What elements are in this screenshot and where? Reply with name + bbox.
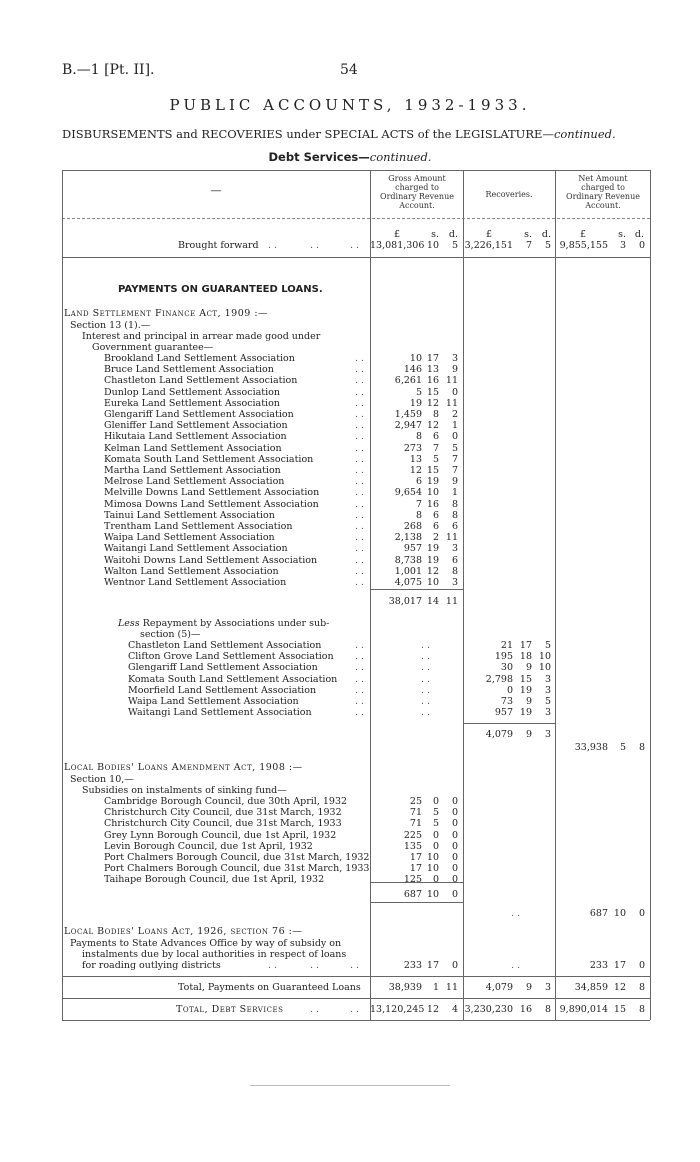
amount-cell: 0 — [506, 684, 513, 696]
leader-dots: . . — [355, 673, 365, 685]
amount-cell: 3 — [451, 577, 458, 588]
local-1908-section: Section 10,— — [70, 774, 134, 785]
land-act-desc1: Interest and principal in arrear made good under — [82, 331, 321, 342]
amount-cell: 10 — [426, 487, 439, 499]
row-label: Komata South Land Settlement Association — [128, 673, 338, 685]
amount-cell: 7 — [415, 498, 422, 510]
row-label: Melville Downs Land Settlement Association — [104, 487, 320, 499]
row-label: Bruce Land Settlement Association — [104, 364, 274, 376]
row-label: Glengariff Land Settlement Association — [104, 409, 294, 420]
page-ref: B.—1 [Pt. II]. — [62, 62, 155, 78]
leader-dots: . . — [355, 364, 365, 376]
desc-col-head: — — [210, 184, 222, 197]
amount-cell: 17 — [519, 640, 532, 651]
leader-dots: . . — [355, 386, 365, 398]
row-label: Taihape Borough Council, due 1st April, 1932 — [104, 874, 325, 886]
amount-cell: 19 — [426, 476, 439, 488]
amount-cell: 6,261 — [394, 375, 422, 387]
row-label: Christchurch City Council, due 31st March, 1933 — [104, 818, 342, 830]
empty-gross-cell: . . — [420, 651, 430, 663]
leader-dots: . . — [355, 420, 365, 432]
amount-cell: 5 — [544, 696, 551, 707]
leader-dots: . . — [355, 684, 365, 696]
gross-col-head: Gross Amount charged to Ordinary Revenue Account. — [380, 174, 454, 210]
amount-cell: 16 — [426, 375, 439, 387]
recoveries-col-head: Recoveries. — [485, 190, 533, 199]
amount-cell: 13 — [409, 453, 422, 465]
amount-cell: 5 — [544, 640, 551, 651]
row-label: Cambridge Borough Council, due 30th April, 1932 — [104, 796, 348, 807]
row-label: Waipa Land Settlement Association — [128, 696, 299, 707]
local-1908-title: Local Bodies' Loans Amendment Act, 1908 :— — [64, 762, 303, 773]
amount-cell: 2 — [451, 409, 458, 420]
amount-cell: 9,654 — [394, 487, 422, 499]
amount-cell: 0 — [432, 840, 439, 852]
amount-cell: 225 — [403, 829, 422, 841]
amount-cell: 2 — [432, 532, 439, 544]
amount-cell: 8 — [451, 498, 458, 510]
amount-cell: 4,075 — [394, 577, 422, 588]
amount-cell: 2,138 — [394, 532, 422, 544]
row-label: Waitangi Land Settlement Association — [128, 707, 312, 719]
col-border-left — [62, 170, 63, 1002]
amount-cell: 17 — [409, 863, 422, 875]
less-repayment-line2: section (5)— — [140, 629, 201, 640]
leader-dots: . . — [355, 442, 365, 454]
amount-cell: 1,459 — [394, 409, 422, 420]
amount-cell: 73 — [500, 696, 513, 707]
leader-dots: . . — [355, 409, 365, 420]
row-label: Port Chalmers Borough Council, due 31st March, 1932 — [104, 852, 370, 863]
amount-cell: 7 — [432, 442, 439, 454]
amount-cell: 8 — [415, 509, 422, 521]
table-bottom-rule — [62, 1020, 650, 1021]
row-label: Port Chalmers Borough Council, due 31st March, 1933 — [104, 863, 370, 875]
amount-cell: 15 — [519, 673, 532, 685]
amount-cell: 0 — [451, 818, 458, 830]
amount-cell: 1 — [451, 420, 458, 432]
page-number: 54 — [340, 62, 358, 78]
amount-cell: 5 — [432, 818, 439, 830]
table-top-rule — [62, 170, 650, 171]
empty-gross-cell: . . — [420, 707, 430, 719]
leader-dots: . . — [355, 554, 365, 566]
amount-cell: 8 — [451, 509, 458, 521]
leader-dots: . . — [355, 375, 365, 387]
row-label: Brookland Land Settlement Association — [104, 353, 295, 364]
amount-cell: 0 — [451, 874, 458, 886]
amount-cell: 25 — [409, 796, 422, 807]
amount-cell: 11 — [445, 397, 458, 409]
row-label: Trentham Land Settlement Association — [104, 521, 293, 532]
row-label: Chastleton Land Settlement Association — [104, 375, 298, 387]
amount-cell: 957 — [494, 707, 513, 719]
row-label: Dunlop Land Settlement Association — [104, 386, 280, 398]
less-repayment-line1: Less Repayment by Associations under sub- — [118, 618, 330, 629]
leader-dots: . . — [355, 476, 365, 488]
amount-cell: 268 — [403, 521, 422, 532]
leader-dots: . . — [355, 465, 365, 476]
amount-cell: 9 — [451, 364, 458, 376]
amount-cell: 5 — [451, 442, 458, 454]
amount-cell: 0 — [451, 840, 458, 852]
col-border-right — [650, 170, 651, 1002]
amount-cell: 8 — [451, 565, 458, 577]
leader-dots: . . — [355, 662, 365, 674]
land-act-title: Land Settlement Finance Act, 1909 :— — [64, 308, 269, 319]
amount-cell: 10 — [409, 353, 422, 364]
row-label: Eureka Land Settlement Association — [104, 397, 280, 409]
row-label: Walton Land Settlement Association — [104, 565, 279, 577]
col-border-right-bottom — [650, 1002, 651, 1020]
net-col-head: Net Amount charged to Ordinary Revenue Account. — [566, 174, 640, 210]
row-label: Tainui Land Settlement Association — [104, 509, 275, 521]
row-label: Glengariff Land Settlement Association — [128, 662, 318, 674]
leader-dots: . . — [355, 696, 365, 707]
amount-cell: 0 — [451, 807, 458, 819]
amount-cell: 71 — [409, 818, 422, 830]
amount-cell: 11 — [445, 375, 458, 387]
page-subtitle: DISBURSEMENTS and RECOVERIES under SPECIAL ACTS of the LEGISLATURE—continued. — [62, 127, 616, 141]
row-label: Chastleton Land Settlement Association — [128, 640, 322, 651]
row-label: Moorfield Land Settlement Association — [128, 684, 317, 696]
amount-cell: 12 — [426, 565, 439, 577]
amount-cell: 8 — [415, 431, 422, 443]
header-bottom-rule — [62, 218, 650, 219]
total-debt-rule — [62, 998, 650, 999]
amount-cell: 0 — [451, 796, 458, 807]
land-act-desc2: Government guarantee— — [92, 342, 214, 353]
row-label: Wentnor Land Settlement Association — [104, 577, 287, 588]
leader-dots: . . — [355, 453, 365, 465]
amount-cell: 12 — [409, 465, 422, 476]
row-label: Martha Land Settlement Association — [104, 465, 281, 476]
row-label: Kelman Land Settlement Association — [104, 442, 282, 454]
col-border-net — [555, 170, 556, 1002]
amount-cell: 146 — [403, 364, 422, 376]
amount-cell: 12 — [426, 420, 439, 432]
leader-dots: . . — [355, 509, 365, 521]
local-subtotal-rule-bottom — [370, 902, 463, 903]
amount-cell: 6 — [451, 554, 458, 566]
row-label: Clifton Grove Land Settlement Association — [128, 651, 334, 663]
leader-dots: . . — [355, 532, 365, 544]
bf-bottom-rule — [62, 257, 650, 258]
row-label: Waitangi Land Settlement Association — [104, 543, 288, 555]
amount-cell: 9 — [525, 662, 532, 674]
amount-cell: 0 — [432, 874, 439, 886]
amount-cell: 6 — [432, 509, 439, 521]
leader-dots: . . — [355, 431, 365, 443]
col-border-gross-bottom — [370, 1002, 371, 1020]
amount-cell: 7 — [451, 453, 458, 465]
amount-cell: 3 — [544, 707, 551, 719]
section-title: Debt Services—continued. — [268, 150, 432, 164]
amount-cell: 19 — [426, 554, 439, 566]
amount-cell: 0 — [451, 863, 458, 875]
land-act-section: Section 13 (1).— — [70, 320, 151, 331]
row-label: Levin Borough Council, due 1st April, 1932 — [104, 840, 313, 852]
row-label: Mimosa Downs Land Settlement Association — [104, 498, 319, 510]
amount-cell: 957 — [403, 543, 422, 555]
amount-cell: 11 — [445, 532, 458, 544]
local-subtotal-rule — [370, 882, 463, 883]
amount-cell: 5 — [415, 386, 422, 398]
amount-cell: 3 — [451, 543, 458, 555]
amount-cell: 15 — [426, 386, 439, 398]
amount-cell: 10 — [426, 577, 439, 588]
amount-cell: 6 — [415, 476, 422, 488]
total-guaranteed-rule — [62, 976, 650, 977]
leader-dots: . . — [355, 577, 365, 588]
amount-cell: 1 — [451, 487, 458, 499]
amount-cell: 15 — [426, 465, 439, 476]
row-label: Waipa Land Settlement Association — [104, 532, 275, 544]
amount-cell: 10 — [426, 852, 439, 863]
amount-cell: 6 — [432, 431, 439, 443]
leader-dots: . . — [355, 651, 365, 663]
leader-dots: . . — [355, 498, 365, 510]
amount-cell: 0 — [451, 386, 458, 398]
amount-cell: 5 — [432, 807, 439, 819]
amount-cell: 5 — [432, 453, 439, 465]
col-border-left-bottom — [62, 1002, 63, 1020]
amount-cell: 19 — [426, 543, 439, 555]
amount-cell: 21 — [500, 640, 513, 651]
local-1926-title: Local Bodies' Loans Act, 1926, section 76 :— — [64, 926, 303, 937]
local-1926-line3: for roading outlying districts — [82, 960, 221, 971]
row-label: Melrose Land Settlement Association — [104, 476, 285, 488]
empty-gross-cell: . . — [420, 684, 430, 696]
leader-dots: . . — [355, 487, 365, 499]
row-label: Gleniffer Land Settlement Association — [104, 420, 288, 432]
amount-cell: 2,798 — [485, 673, 513, 685]
footer-rule — [250, 1085, 450, 1086]
amount-cell: 17 — [426, 353, 439, 364]
leader-dots: . . — [355, 353, 365, 364]
leader-dots: . . — [355, 543, 365, 555]
amount-cell: 8 — [432, 409, 439, 420]
amount-cell: 19 — [519, 707, 532, 719]
amount-cell: 1,001 — [394, 565, 422, 577]
leader-dots: . . — [355, 397, 365, 409]
amount-cell: 273 — [403, 442, 422, 454]
empty-gross-cell: . . — [420, 673, 430, 685]
amount-cell: 3 — [451, 353, 458, 364]
amount-cell: 8,738 — [394, 554, 422, 566]
leader-dots: . . — [355, 565, 365, 577]
repay-total-rule — [463, 723, 555, 724]
amount-cell: 10 — [538, 651, 551, 663]
col-border-rec-bottom — [463, 1002, 464, 1020]
amount-cell: 3 — [544, 673, 551, 685]
land-subtotal-rule — [370, 589, 463, 590]
amount-cell: 0 — [432, 829, 439, 841]
amount-cell: 6 — [451, 521, 458, 532]
col-border-net-bottom — [555, 1002, 556, 1020]
row-label: Christchurch City Council, due 31st March, 1932 — [104, 807, 342, 819]
amount-cell: 3 — [544, 684, 551, 696]
local-1926-line1: Payments to State Advances Office by way of subsidy on — [70, 938, 342, 949]
amount-cell: 0 — [432, 796, 439, 807]
col-border-recoveries — [463, 170, 464, 1002]
payments-heading: PAYMENTS ON GUARANTEED LOANS. — [118, 284, 323, 295]
amount-cell: 10 — [538, 662, 551, 674]
amount-cell: 125 — [403, 874, 422, 886]
amount-cell: 9 — [525, 696, 532, 707]
row-label: Komata South Land Settlement Association — [104, 453, 314, 465]
amount-cell: 9 — [451, 476, 458, 488]
empty-gross-cell: . . — [420, 640, 430, 651]
amount-cell: 0 — [451, 431, 458, 443]
amount-cell: 16 — [426, 498, 439, 510]
amount-cell: 13 — [426, 364, 439, 376]
empty-gross-cell: . . — [420, 662, 430, 674]
leader-dots: . . — [355, 521, 365, 532]
amount-cell: 18 — [519, 651, 532, 663]
amount-cell: 30 — [500, 662, 513, 674]
row-label: Waitohi Downs Land Settlement Association — [104, 554, 318, 566]
row-label: Grey Lynn Borough Council, due 1st April, 1932 — [104, 829, 337, 841]
amount-cell: 2,947 — [394, 420, 422, 432]
amount-cell: 135 — [403, 840, 422, 852]
page-title: PUBLIC ACCOUNTS, 1932-1933. — [169, 96, 531, 114]
amount-cell: 12 — [426, 397, 439, 409]
local-1926-line2: instalments due by local authorities in respect of loans — [82, 949, 347, 960]
empty-gross-cell: . . — [420, 696, 430, 707]
leader-dots: . . — [355, 640, 365, 651]
amount-cell: 19 — [409, 397, 422, 409]
amount-cell: 0 — [451, 852, 458, 863]
amount-cell: 6 — [432, 521, 439, 532]
amount-cell: 7 — [451, 465, 458, 476]
amount-cell: 195 — [494, 651, 513, 663]
amount-cell: 17 — [409, 852, 422, 863]
amount-cell: 19 — [519, 684, 532, 696]
row-label: Hikutaia Land Settlement Association — [104, 431, 287, 443]
amount-cell: 0 — [451, 829, 458, 841]
amount-cell: 10 — [426, 863, 439, 875]
amount-cell: 71 — [409, 807, 422, 819]
local-1908-desc: Subsidies on instalments of sinking fund— — [82, 785, 287, 796]
leader-dots: . . — [355, 707, 365, 719]
